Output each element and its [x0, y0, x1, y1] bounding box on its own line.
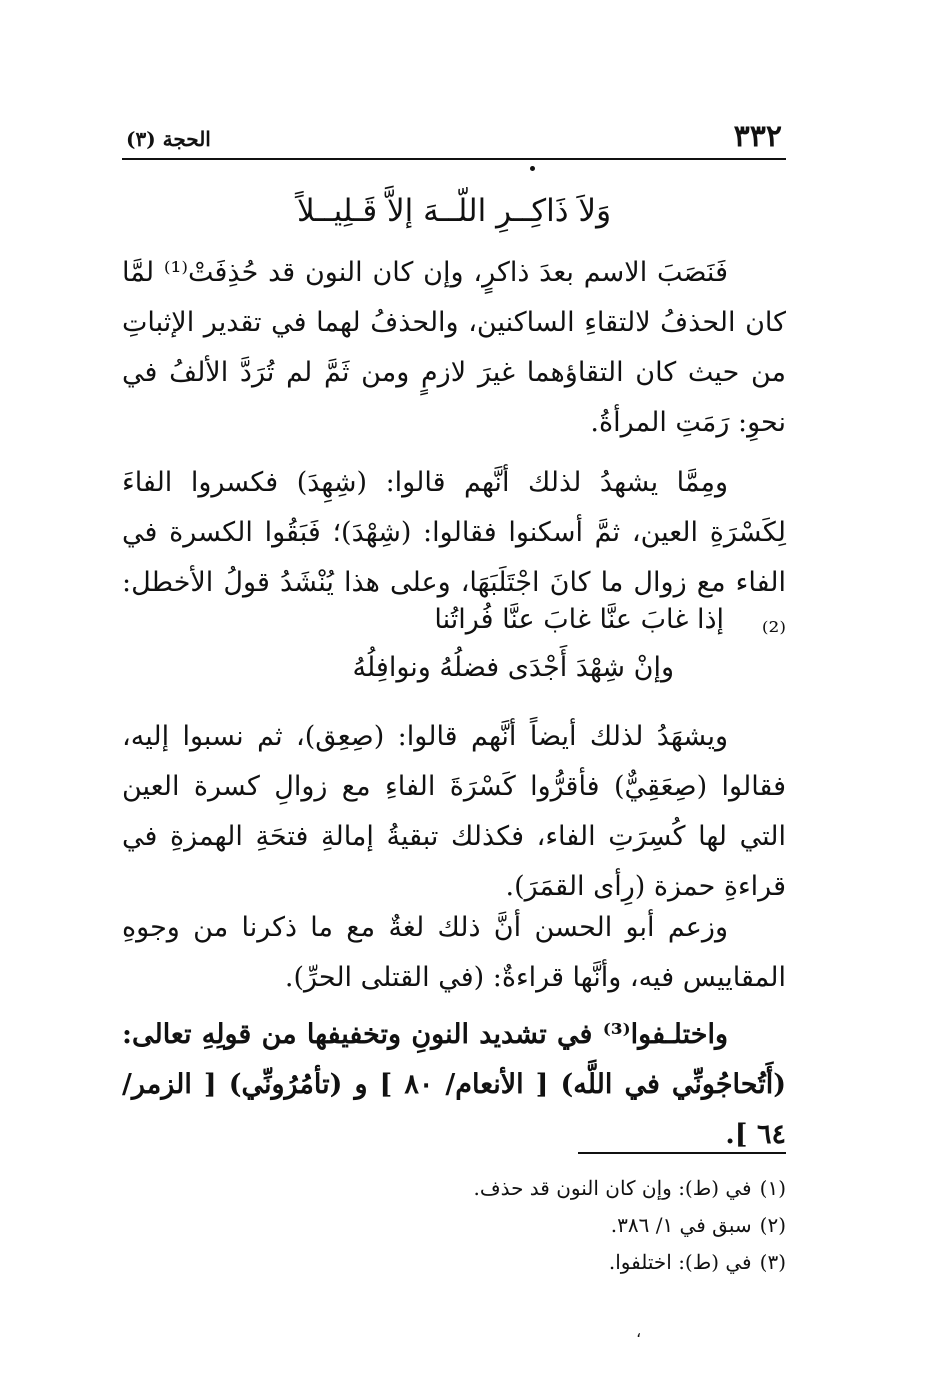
page-number: ٣٣٢ [733, 119, 782, 154]
paragraph-5-text: واختلـفوا⁽³⁾ في تشديد النونِ وتخفيفها من قولِهِ تعالى: (أَتُحاجُونِّي في اللَّه) [ الأنعام/ ٨٠ ] و (تأمُرُونِّي) [ الزمر/ ٦٤ ]. [122, 1019, 786, 1150]
footnote-text: في (ط): وإن كان النون قد حذف. [473, 1176, 752, 1200]
footnote-1 [122, 1170, 786, 1207]
footnote-separator [578, 1152, 786, 1154]
paragraph-4 [122, 903, 786, 1003]
footnote-text: سبق في ١/ ٣٨٦. [610, 1213, 752, 1237]
paragraph-4-text: وزعم أبو الحسن أنَّ ذلك لغةٌ مع ما ذكرنا من وجوهِ المقاييس فيه، وأنَّها قراءةٌ: (في القتلى الحرِّ). [122, 912, 786, 993]
quranic-verse-fragment: وَلاَ ذَاكِــرِ اللّــهَ إلاَّ قَـلِيــلاً [296, 193, 612, 229]
footnote-text: في (ط): اختلفوا. [608, 1250, 752, 1274]
paragraph-1 [122, 248, 786, 448]
poem-line-1: إذا غابَ عنَّا غابَ عنَّا فُراتُنا [434, 604, 724, 635]
footnote-number: (٣) [759, 1250, 786, 1274]
ornament-dot [530, 166, 535, 171]
poem-line-2: وإنْ شِهْدَ أَجْدَى فضلُهُ ونوافِلُهُ [352, 652, 674, 683]
footnote-2 [122, 1207, 786, 1244]
paragraph-3 [122, 712, 786, 912]
page-header [122, 118, 786, 160]
footnotes [122, 1170, 786, 1281]
footnote-number: (٢) [759, 1213, 786, 1237]
paragraph-2-text: ومِمَّا يشهدُ لذلك أنَّهم قالوا: (شِهِدَ) فكسروا الفاءَ لِكَسْرَةِ العين، ثمَّ أسكنوا فقالوا: (شِهْدَ)؛ فَبَقُوا الكسرة في الفاء مع زوال ما كانَ اجْتَلَبَهَا، وعلى هذا يُنْشَدُ قولُ الأخطل:⁽²⁾ [122, 467, 786, 648]
running-title: الحجة (٣) [126, 127, 211, 151]
footnote-number: (١) [759, 1176, 786, 1200]
bottom-mark: ، [636, 1322, 642, 1341]
footnote-3 [122, 1244, 786, 1281]
paragraph-5 [122, 1010, 786, 1160]
paragraph-1-text: فَنَصَبَ الاسم بعدَ ذاكرٍ، وإن كان النون قد حُذِفَتْ⁽¹⁾ لمَّا كان الحذفُ لالتقاءِ الساكنين، والحذفُ لهما في تقدير الإثباتِ من حيث كان التقاؤهما غيرَ لازمٍ ومن ثَمَّ لم تُرَدَّ الألفُ في نحوِ: رَمَتِ المرأةُ. [122, 257, 786, 438]
paragraph-3-text: ويشهَدُ لذلك أيضاً أنَّهم قالوا: (صِعِق)، ثم نسبوا إليه، فقالوا (صِعَقِيٌّ) فأقرُّوا كَسْرَةَ الفاءِ مع زوالِ كسرة العين التي لها كُسِرَتِ الفاء، فكذلك تبقيةُ إمالةِ فتحَةِ الهمزةِ في قراءةِ حمزة (رِأى القمَرَ). [122, 721, 786, 902]
